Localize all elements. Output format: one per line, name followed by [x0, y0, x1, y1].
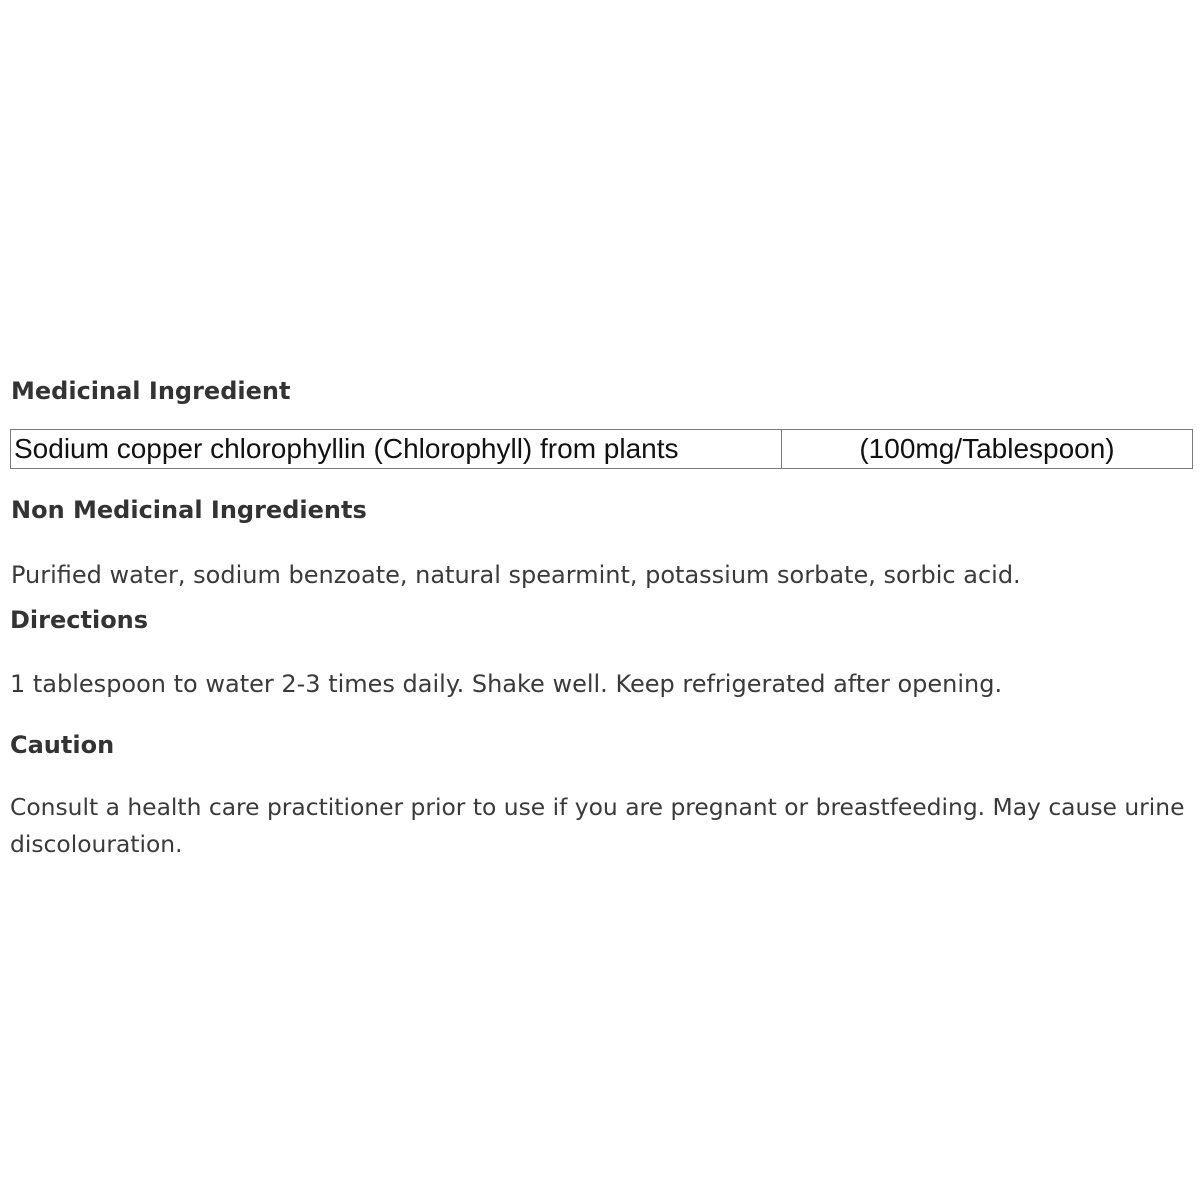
non-medicinal-ingredients-text: Purified water, sodium benzoate, natural spearmint, potassium sorbate, sorbic acid. [11, 561, 1021, 589]
caution-heading: Caution [10, 731, 115, 759]
medicinal-ingredient-heading: Medicinal Ingredient [11, 377, 291, 405]
ingredient-amount-cell: (100mg/Tablespoon) [782, 430, 1193, 469]
ingredient-name-cell: Sodium copper chlorophyllin (Chlorophyll) from plants [11, 430, 782, 469]
medicinal-ingredient-table [10, 429, 1193, 469]
non-medicinal-ingredients-heading: Non Medicinal Ingredients [11, 496, 367, 524]
caution-text: Consult a health care practitioner prior to use if you are pregnant or breastfeeding. May cause urine discolouration. [10, 793, 1185, 858]
directions-text: 1 tablespoon to water 2-3 times daily. Shake well. Keep refrigerated after opening. [10, 670, 1003, 698]
table-row [11, 430, 1193, 469]
directions-heading: Directions [10, 606, 149, 634]
